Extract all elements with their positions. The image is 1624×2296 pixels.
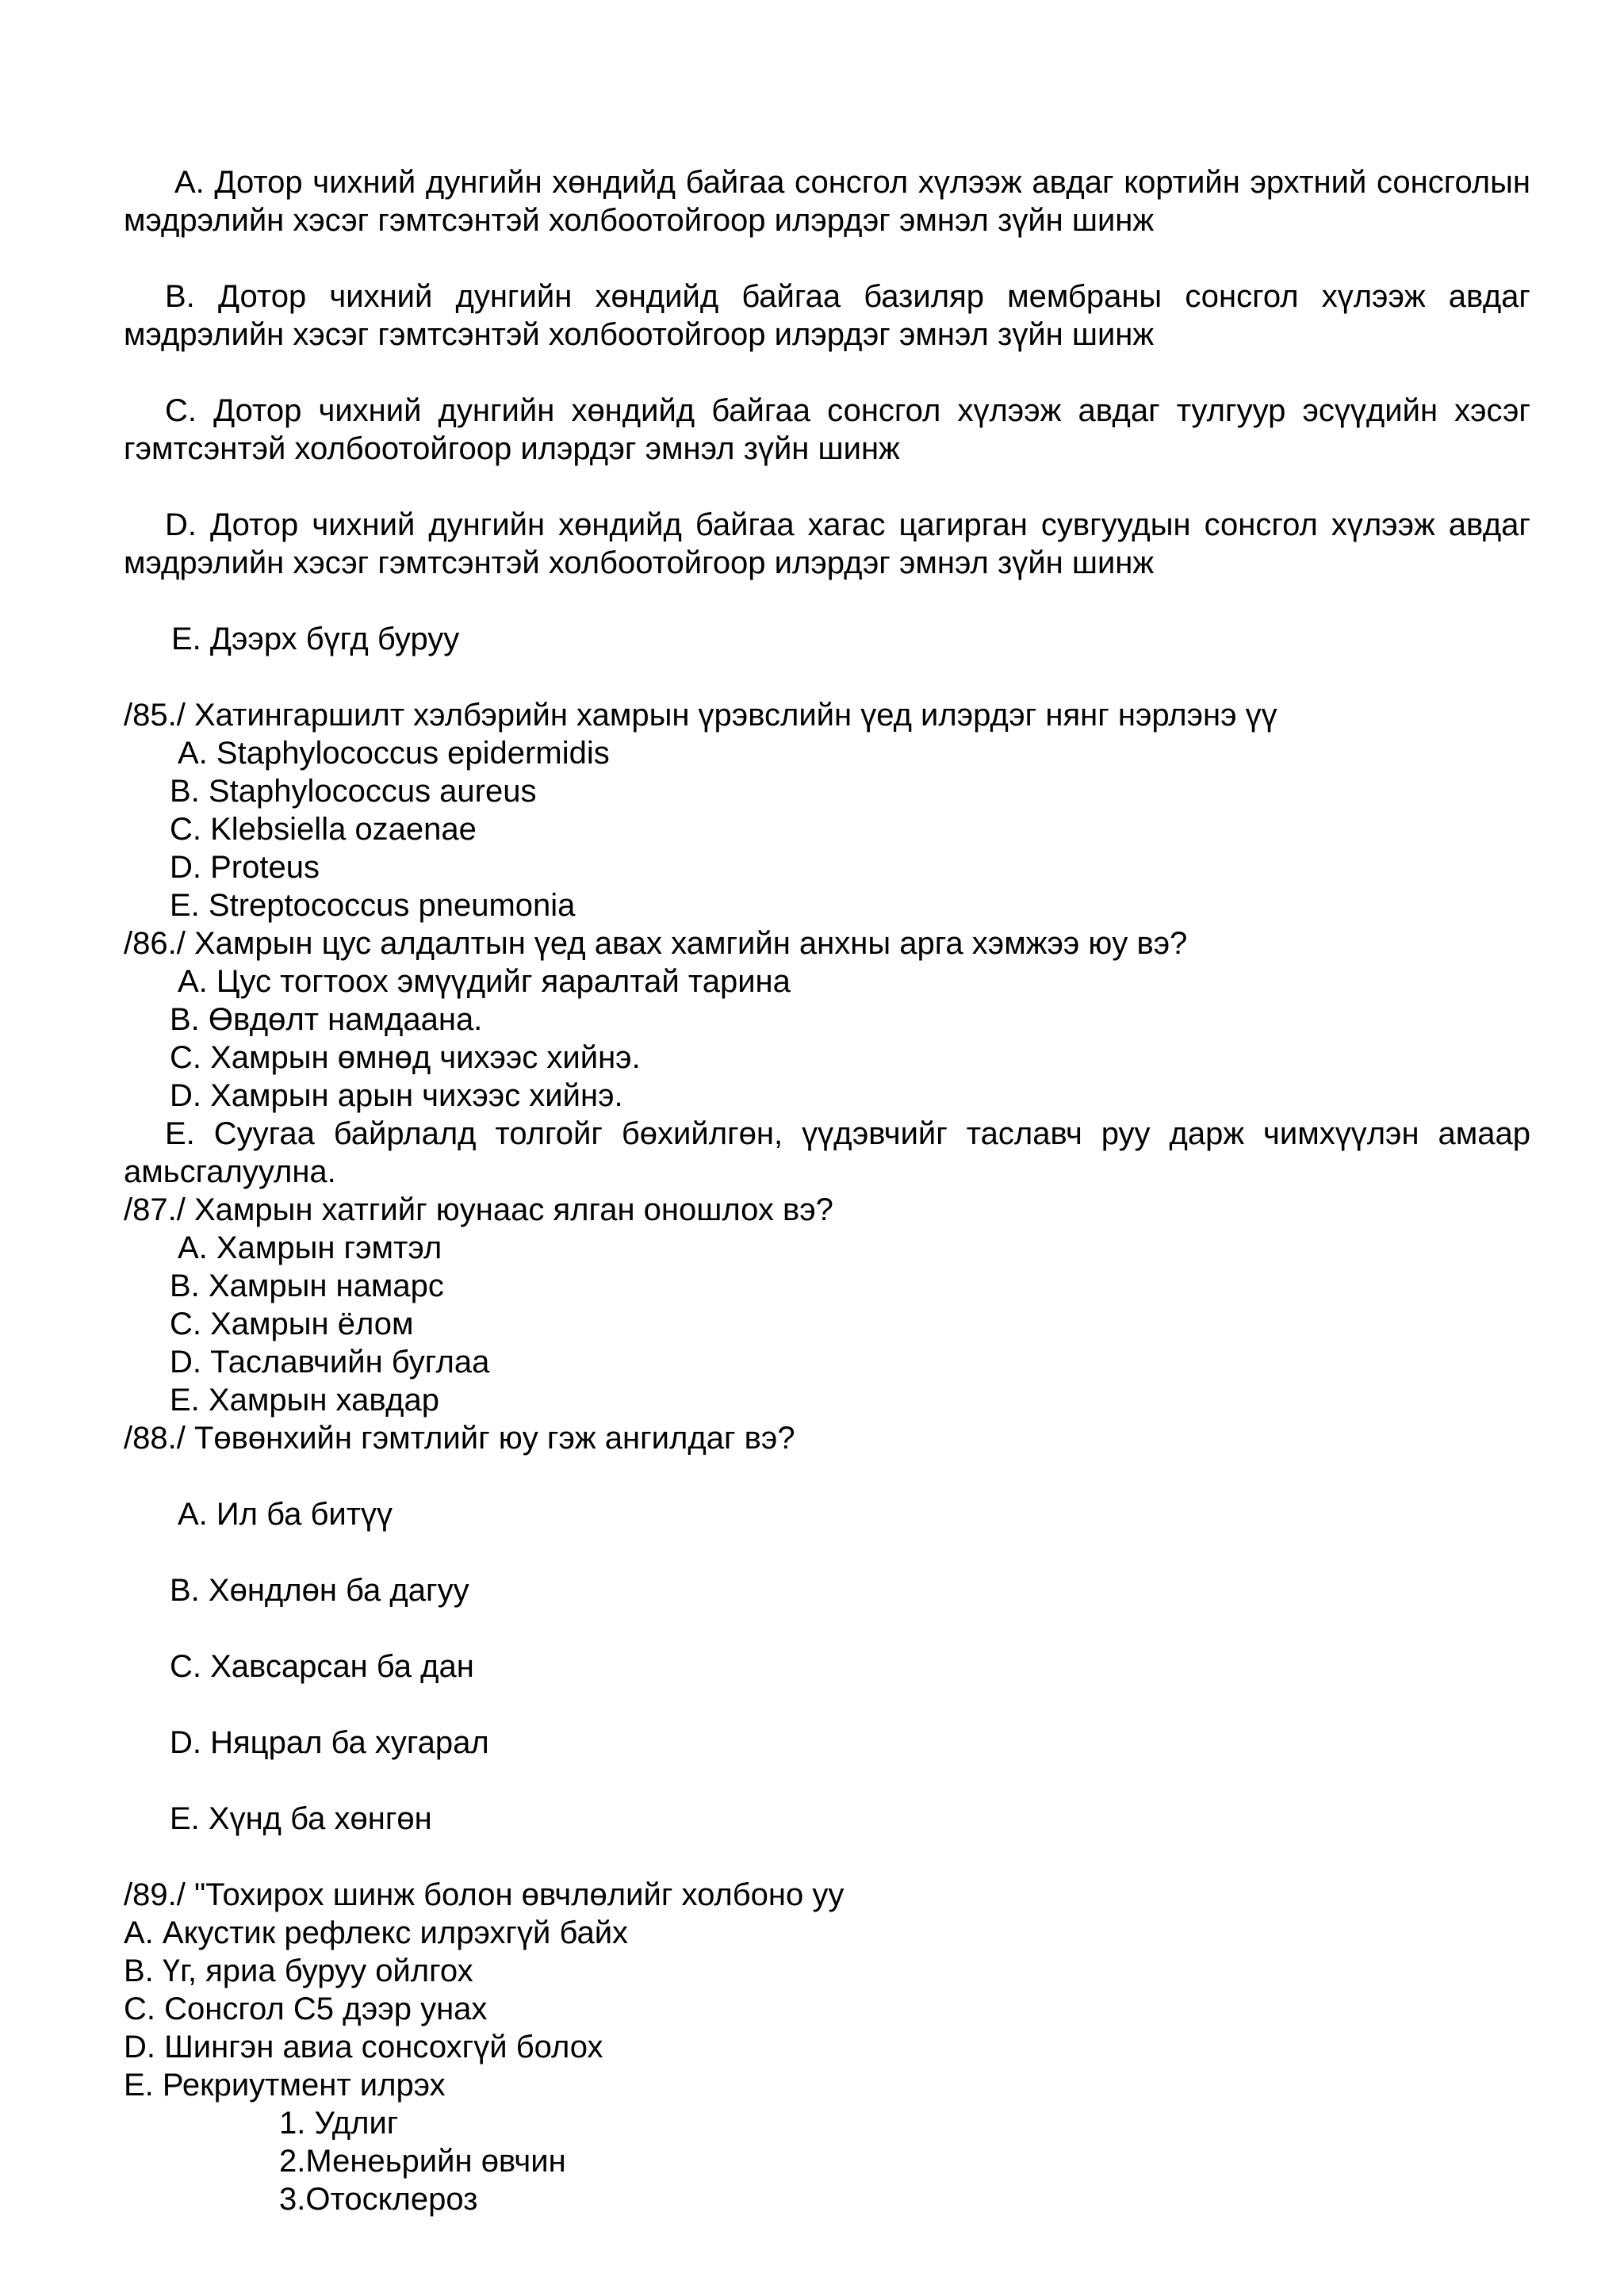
q87-option-d: D. Таславчийн буглаа xyxy=(170,1345,490,1380)
q89-sign-b: B. Үг, яриа буруу ойлгох xyxy=(124,1954,473,1988)
q84-option-b: B. Дотор чихний дунгийн хөндийд байгаа базиляр мембраны сонсгол хүлээж авдаг мэдрэлийн хэсэг гэмтсэнтэй холбоотойгоор илэрдэг эмнэл зүйн шинж xyxy=(124,279,1530,352)
q88-question: /88./ Төвөнхийн гэмтлийг юу гэж ангилдаг вэ? xyxy=(124,1421,795,1456)
q84-option-d: D. Дотор чихний дунгийн хөндийд байгаа хагас цагирган сувгуудын сонсгол хүлээж авдаг мэдрэлийн хэсэг гэмтсэнтэй холбоотойгоор илэрдэг эмнэл зүйн шинж xyxy=(124,507,1530,580)
q89-disease-1: 1. Удлиг xyxy=(279,2106,399,2141)
q89-sign-e: E. Рекриутмент илрэх xyxy=(124,2068,446,2103)
q84-option-a: A. Дотор чихний дунгийн хөндийд байгаа сонсгол хүлээж авдаг кортийн эрхтний сонсголын мэдрэлийн хэсэг гэмтсэнтэй холбоотойгоор илэрдэг эмнэл зүйн шинж xyxy=(124,165,1530,238)
q85-question: /85./ Хатингаршилт хэлбэрийн хамрын үрэвслийн үед илэрдэг нянг нэрлэнэ үү xyxy=(124,698,1277,733)
q89-disease-2: 2.Менеьрийн өвчин xyxy=(279,2144,566,2179)
q86-question: /86./ Хамрын цус алдалтын үед авах хамгийн анхны арга хэмжээ юу вэ? xyxy=(124,926,1188,961)
q85-option-c: C. Klebsiella ozaenae xyxy=(170,812,477,847)
q86-option-b: B. Өвдөлт намдаана. xyxy=(170,1002,483,1037)
q85-option-e: E. Streptococcus pneumonia xyxy=(170,888,576,923)
q88-option-c: C. Хавсарсан ба дан xyxy=(170,1649,474,1684)
q89-disease-3: 3.Отосклероз xyxy=(279,2182,478,2217)
q87-option-c: C. Хамрын ёлом xyxy=(170,1307,414,1341)
q85-option-b: B. Staphylococcus aureus xyxy=(170,774,537,809)
q84-option-e: E. Дээрх бүгд буруу xyxy=(171,622,460,656)
q87-option-b: B. Хамрын намарс xyxy=(170,1269,444,1303)
q89-question: /89./ "Тохирох шинж болон өвчлөлийг холбоно уу xyxy=(124,1877,845,1912)
q88-option-a: A. Ил ба битүү xyxy=(178,1497,393,1532)
q86-option-a: A. Цус тогтоох эмүүдийг яаралтай тарина xyxy=(178,964,791,999)
q89-sign-d: D. Шингэн авиа сонсохгүй болох xyxy=(124,2030,603,2064)
q85-option-d: D. Proteus xyxy=(170,850,320,885)
q87-option-a: A. Хамрын гэмтэл xyxy=(178,1230,442,1265)
q86-option-d: D. Хамрын арын чихээс хийнэ. xyxy=(170,1078,623,1113)
q87-option-e: E. Хамрын хавдар xyxy=(170,1383,439,1418)
q84-option-c: C. Дотор чихний дунгийн хөндийд байгаа сонсгол хүлээж авдаг тулгуур эсүүдийн хэсэг гэмтсэнтэй холбоотойгоор илэрдэг эмнэл зүйн шинж xyxy=(124,393,1530,466)
q88-option-e: E. Хүнд ба хөнгөн xyxy=(170,1801,432,1836)
q86-option-e: E. Суугаа байрлалд толгойг бөхийлгөн, үүдэвчийг таславч руу дарж чимхүүлэн амаар амьсгалуулна. xyxy=(124,1116,1530,1189)
q87-question: /87./ Хамрын хатгийг юунаас ялган оношлох вэ? xyxy=(124,1192,833,1227)
q89-sign-c: C. Сонсгол С5 дээр унах xyxy=(124,1992,488,2026)
q88-option-d: D. Няцрал ба хугарал xyxy=(170,1725,489,1760)
q88-option-b: B. Хөндлөн ба дагуу xyxy=(170,1573,469,1608)
q86-option-c: C. Хамрын өмнөд чихээс хийнэ. xyxy=(170,1040,641,1075)
q85-option-a: A. Staphylococcus epidermidis xyxy=(178,736,610,771)
q89-sign-a: A. Акустик рефлекс илрэхгүй байх xyxy=(124,1915,629,1950)
